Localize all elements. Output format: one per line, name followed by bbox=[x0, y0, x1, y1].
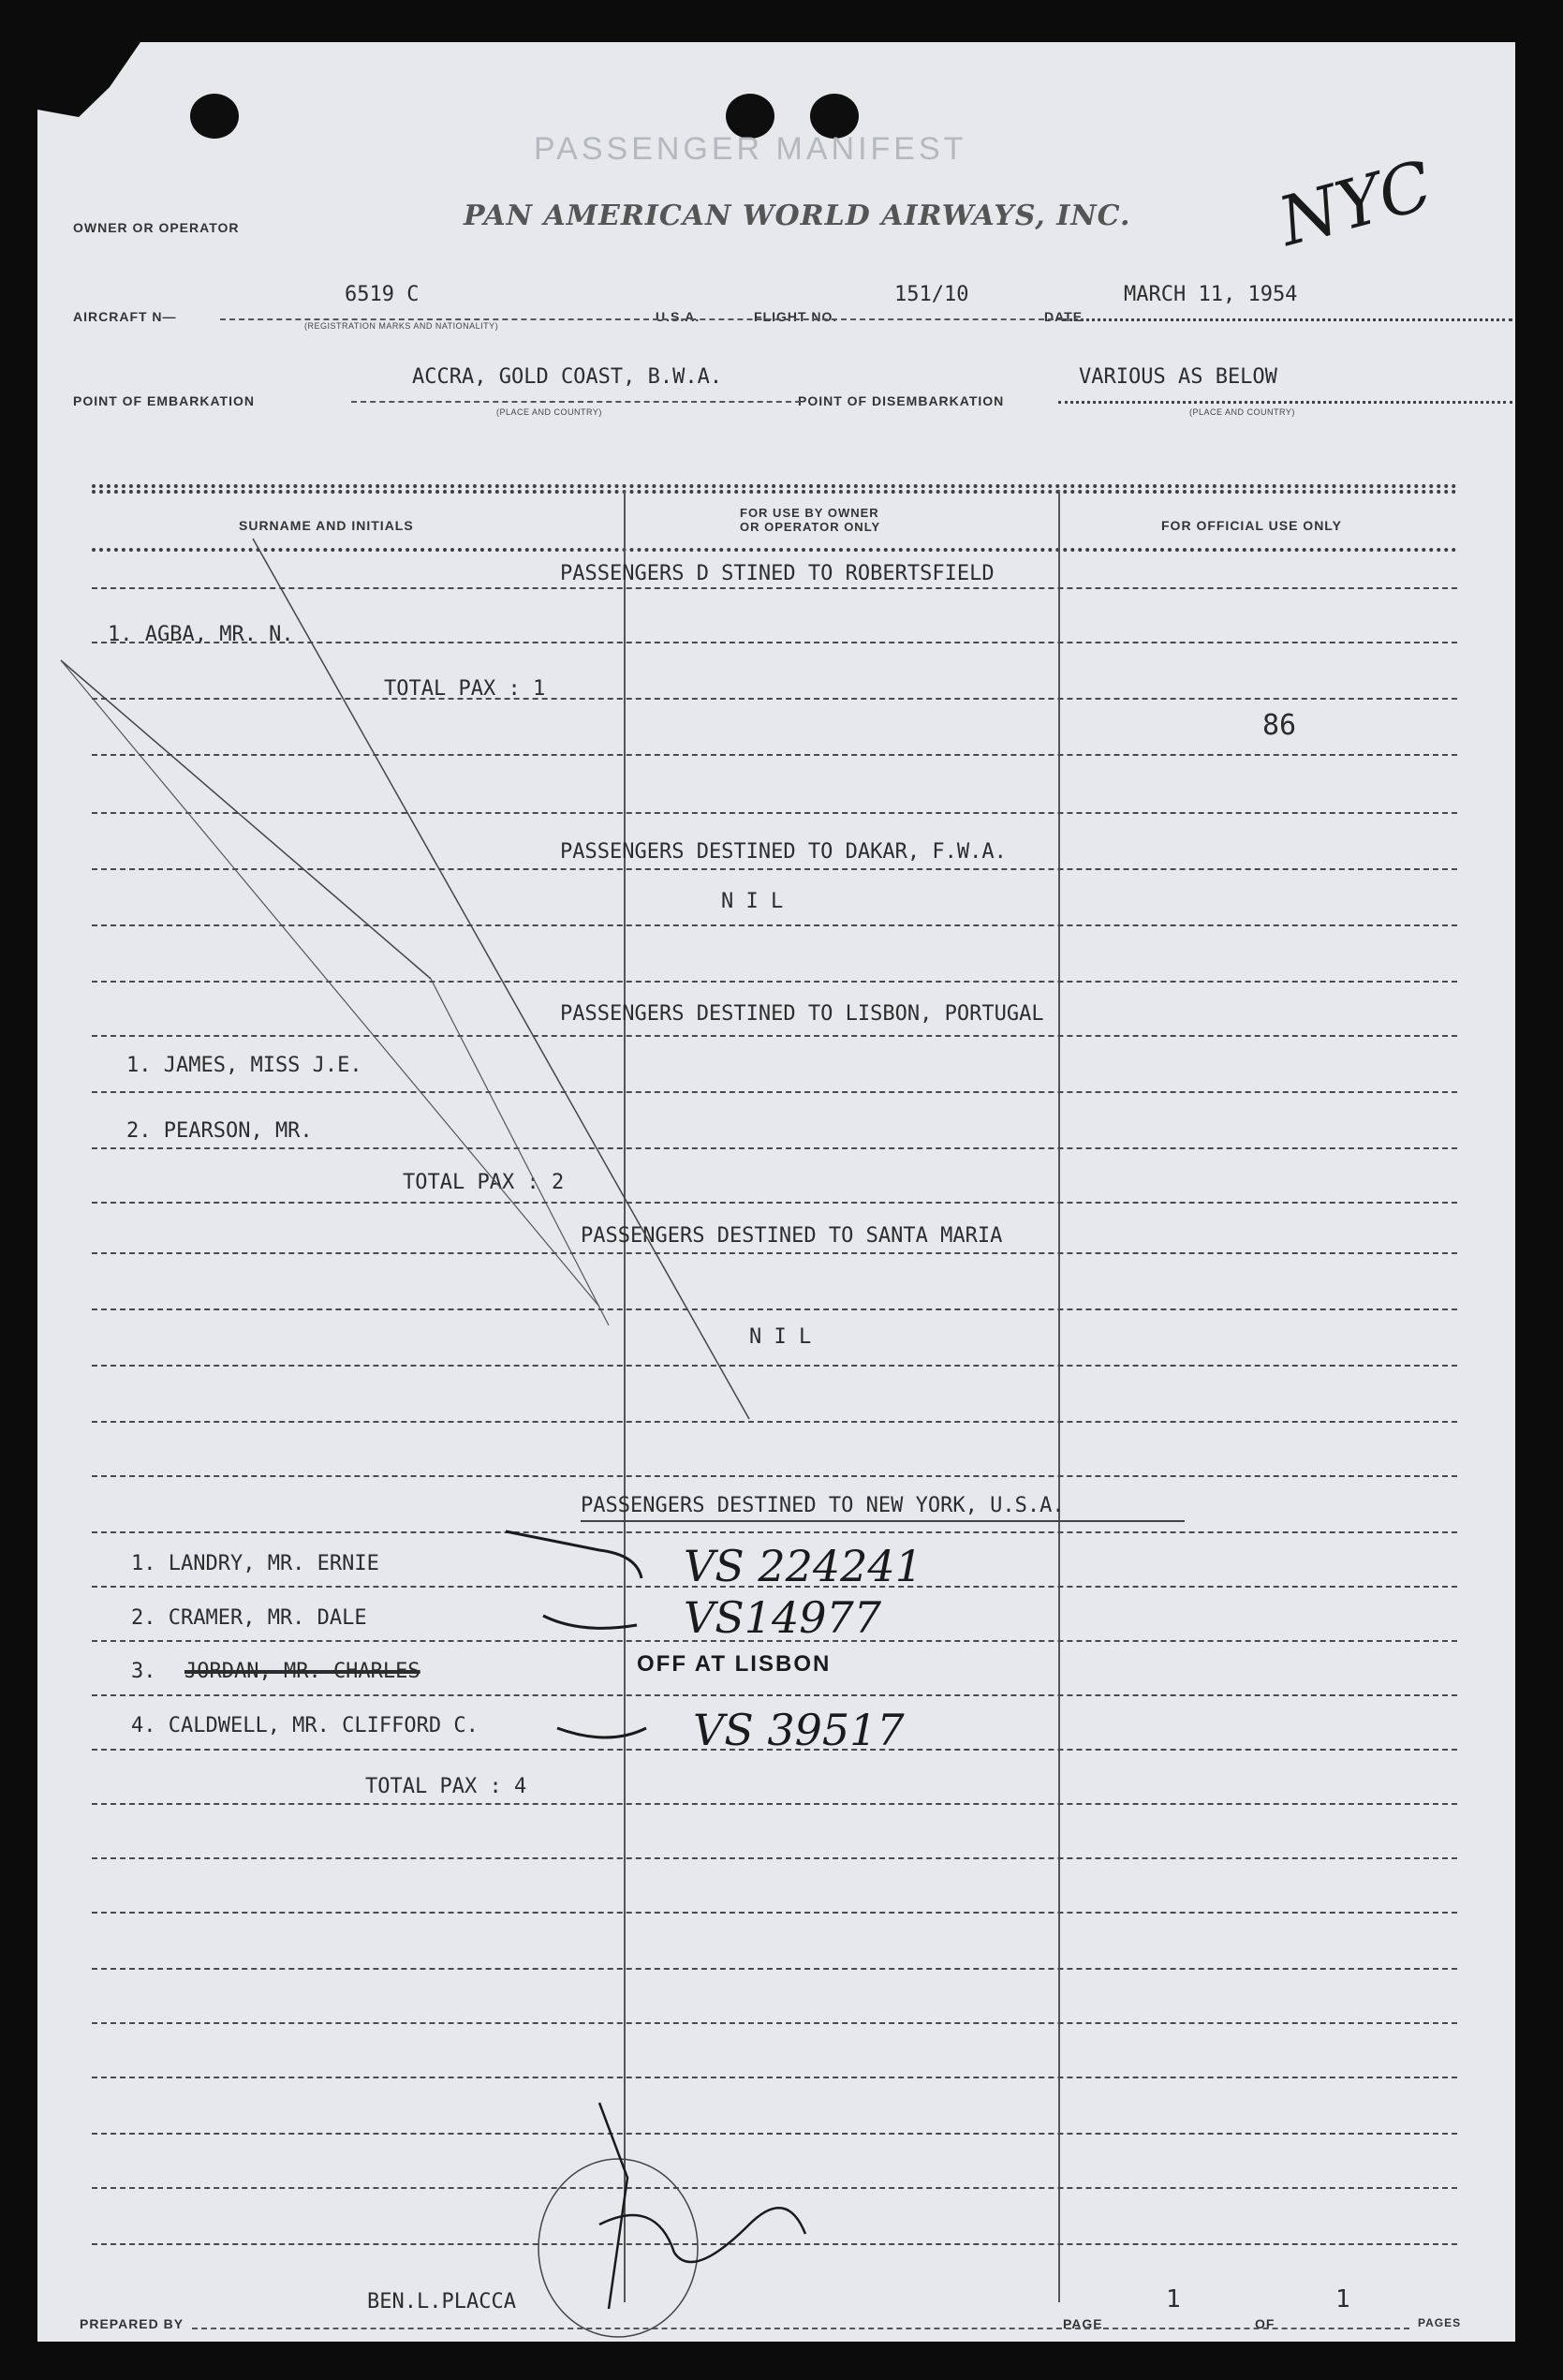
col-official-header: FOR OFFICIAL USE ONLY bbox=[1161, 518, 1342, 533]
passenger-row-struck: JORDAN, MR. CHARLES bbox=[184, 1660, 420, 1683]
of-value: 1 bbox=[1335, 2285, 1350, 2313]
embarkation-value: ACCRA, GOLD COAST, B.W.A. bbox=[412, 365, 723, 389]
check-mark bbox=[543, 1616, 637, 1628]
manifest-sheet bbox=[37, 42, 1515, 2342]
off-at-lisbon-stamp: OFF AT LISBON bbox=[637, 1651, 832, 1677]
pencil-strike-line bbox=[253, 539, 749, 1419]
total-pax: TOTAL PAX : 4 bbox=[365, 1775, 527, 1798]
pencil-strike-line bbox=[61, 660, 431, 979]
handwritten-visa-note: VS 39517 bbox=[693, 1705, 905, 1755]
date-value: MARCH 11, 1954 bbox=[1124, 283, 1298, 306]
page-label: PAGE bbox=[1063, 2316, 1103, 2331]
official-number: 86 bbox=[1262, 709, 1297, 742]
total-pax: TOTAL PAX : 1 bbox=[384, 677, 546, 701]
company-name: PAN AMERICAN WORLD AIRWAYS, INC. bbox=[464, 200, 1131, 232]
passenger-row: 1. JAMES, MISS J.E. bbox=[126, 1054, 362, 1077]
disembarkation-value: VARIOUS AS BELOW bbox=[1079, 365, 1277, 389]
place-note-2: (PLACE AND COUNTRY) bbox=[1189, 407, 1295, 417]
check-mark bbox=[506, 1531, 641, 1578]
section-heading-new-york: PASSENGERS DESTINED TO NEW YORK, U.S.A. bbox=[581, 1494, 1065, 1517]
owner-label: OWNER OR OPERATOR bbox=[73, 220, 240, 235]
disembarkation-label: POINT OF DISEMBARKATION bbox=[798, 393, 1005, 408]
manifest-title: PASSENGER MANIFEST bbox=[534, 131, 967, 167]
pages-label: PAGES bbox=[1418, 2316, 1462, 2329]
flight-label: FLIGHT NO. bbox=[754, 309, 838, 324]
total-pax: TOTAL PAX : 2 bbox=[403, 1171, 565, 1194]
place-note-1: (PLACE AND COUNTRY) bbox=[496, 407, 602, 417]
nil-text: N I L bbox=[749, 1325, 812, 1349]
date-label: DATE bbox=[1044, 309, 1084, 324]
nyc-handwriting: NYC bbox=[1270, 145, 1440, 261]
embarkation-label: POINT OF EMBARKATION bbox=[73, 393, 255, 408]
flight-value: 151/10 bbox=[894, 283, 969, 306]
aircraft-value: 6519 C bbox=[345, 283, 420, 306]
section-heading-robertsfield: PASSENGERS D STINED TO ROBERTSFIELD bbox=[560, 562, 995, 585]
handwritten-visa-note: VS 224241 bbox=[684, 1541, 922, 1591]
prepared-by-value: BEN.L.PLACCA bbox=[367, 2290, 516, 2313]
signature bbox=[599, 2103, 805, 2309]
passenger-row: 4. CALDWELL, MR. CLIFFORD C. bbox=[131, 1714, 479, 1737]
check-mark bbox=[557, 1728, 646, 1737]
passenger-row-number: 3. bbox=[131, 1660, 156, 1683]
section-heading-dakar: PASSENGERS DESTINED TO DAKAR, F.W.A. bbox=[560, 840, 1007, 864]
section-heading-santa-maria: PASSENGERS DESTINED TO SANTA MARIA bbox=[581, 1224, 1003, 1248]
nil-text: N I L bbox=[721, 890, 784, 913]
of-label: OF bbox=[1255, 2316, 1275, 2331]
pencil-strike-line bbox=[431, 979, 609, 1325]
passenger-row: 2. CRAMER, MR. DALE bbox=[131, 1606, 367, 1630]
passenger-row: 2. PEARSON, MR. bbox=[126, 1119, 313, 1143]
registration-note: (REGISTRATION MARKS AND NATIONALITY) bbox=[304, 321, 499, 331]
passenger-row: 1. AGBA, MR. N. bbox=[108, 623, 294, 646]
aircraft-label: AIRCRAFT N— bbox=[73, 309, 177, 324]
page-value: 1 bbox=[1166, 2285, 1181, 2313]
col-surname-header: SURNAME AND INITIALS bbox=[239, 518, 414, 533]
prepared-by-label: PREPARED BY bbox=[80, 2316, 184, 2331]
pencil-strike-line bbox=[61, 660, 599, 1307]
passenger-row: 1. LANDRY, MR. ERNIE bbox=[131, 1552, 379, 1575]
usa-label: U.S.A. bbox=[656, 309, 700, 324]
handwritten-visa-note: VS14977 bbox=[684, 1592, 882, 1643]
section-heading-lisbon: PASSENGERS DESTINED TO LISBON, PORTUGAL bbox=[560, 1002, 1044, 1026]
col-owner-header-b: OR OPERATOR ONLY bbox=[740, 520, 881, 534]
col-owner-header-a: FOR USE BY OWNER bbox=[740, 506, 879, 520]
handwritten-marks bbox=[37, 42, 1515, 2342]
